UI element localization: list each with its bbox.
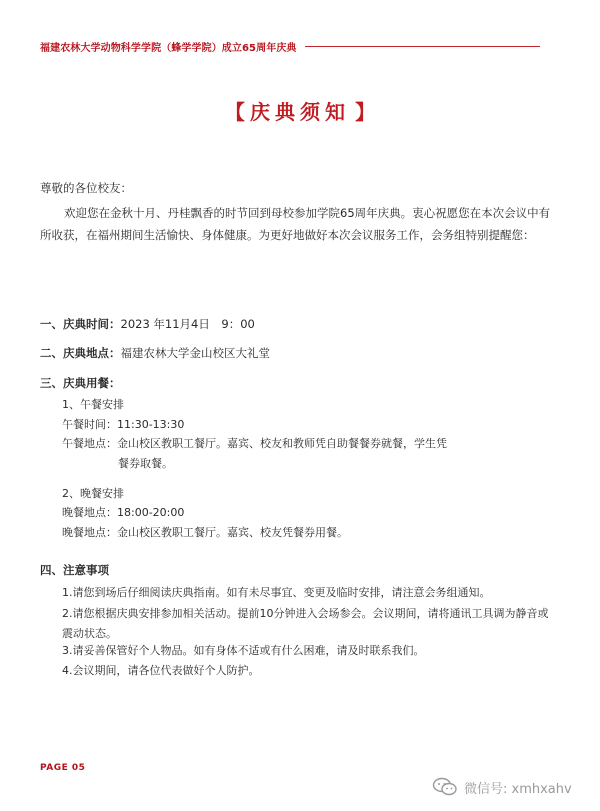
section-time-value: 2023 年11月4日 9：00: [120, 317, 255, 331]
section-time: [40, 316, 255, 332]
lunch-place-label: 午餐地点：: [62, 437, 117, 450]
header-rule: [305, 46, 540, 47]
section-notes-heading: 四、注意事项: [40, 563, 109, 577]
title-open-bracket: 【: [224, 100, 245, 124]
section-time-heading: 一、庆典时间：: [40, 317, 121, 331]
section-place-value: 福建农林大学金山校区大礼堂: [120, 346, 270, 360]
wechat-icon: [432, 777, 458, 797]
section-notes: [40, 562, 109, 578]
note-item: 4.会议期间，请各位代表做好个人防护。: [62, 664, 260, 677]
title-text: 庆典须知: [250, 100, 350, 124]
lunch-place: [62, 435, 447, 451]
page-title: [0, 96, 600, 124]
wechat-watermark: [432, 775, 592, 799]
note-item: 2.请您根据庆典安排参加相关活动。提前10分钟进入会场参会。会议期间，请将通讯工具调为静音或震动状态。: [62, 607, 549, 640]
page-header: [40, 39, 540, 53]
dinner-time: 晚餐地点：18:00-20:00: [62, 506, 185, 519]
note-item: 3.请妥善保管好个人物品。如有身体不适或有什么困难，请及时联系我们。: [62, 644, 425, 657]
lunch-place-continued: 餐券取餐。: [118, 457, 173, 470]
page-number: PAGE 05: [40, 763, 86, 773]
lunch-time: 午餐时间：11:30-13:30: [62, 418, 185, 431]
wechat-id: 微信号: xmhxahv: [464, 781, 572, 797]
section-place-heading: 二、庆典地点：: [40, 346, 121, 360]
greeting: 尊敬的各位校友：: [40, 181, 132, 195]
lunch-title: 1、午餐安排: [62, 398, 124, 411]
title-close-bracket: 】: [355, 100, 376, 124]
header-title: 福建农林大学动物科学学院（蜂学学院）成立65周年庆典: [40, 42, 297, 54]
note-item: 1.请您到场后仔细阅读庆典指南。如有未尽事宜、变更及临时安排，请注意会务组通知。: [62, 586, 491, 599]
dinner-title: 2、晚餐安排: [62, 487, 124, 500]
section-place: [40, 345, 270, 361]
section-meal: [40, 375, 121, 391]
section-meal-heading: 三、庆典用餐：: [40, 376, 121, 390]
dinner-place: 晚餐地点：金山校区教职工餐厅。嘉宾、校友凭餐券用餐。: [62, 526, 348, 539]
lunch-place-line1: 金山校区教职工餐厅。嘉宾、校友和教师凭自助餐餐券就餐，学生凭: [117, 437, 447, 450]
intro-paragraph: 欢迎您在金秋十月、丹桂飘香的时节回到母校参加学院65周年庆典。衷心祝愿您在本次会议中有所收获，在福州期间生活愉快、身体健康。为更好地做好本次会议服务工作，会务组特别提醒您：: [40, 206, 551, 242]
